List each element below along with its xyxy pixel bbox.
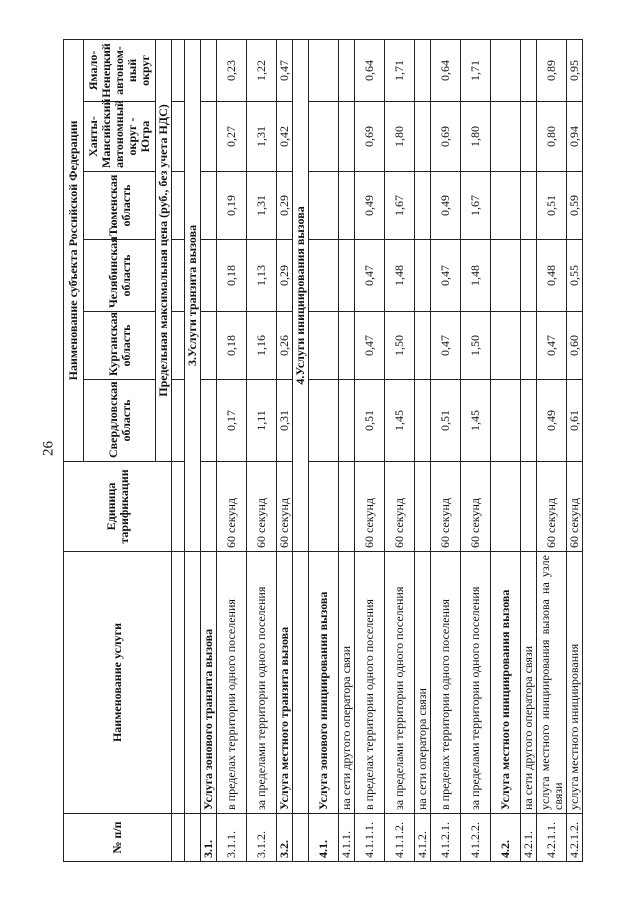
- unit-cell: 60 секунд: [431, 462, 461, 552]
- price-cell: [415, 240, 431, 312]
- price-cell: [521, 312, 537, 380]
- price-cell: [201, 102, 217, 172]
- price-cell: 0,59: [567, 172, 583, 240]
- price-cell: 0,80: [537, 102, 567, 172]
- price-cell: [491, 240, 521, 312]
- row-number: 4.1.2.2.: [461, 814, 491, 862]
- price-cell: 1,50: [461, 312, 491, 380]
- service-name: на сети другого оператора связи: [339, 552, 355, 814]
- region-header: Тюменская область: [84, 172, 156, 240]
- col-header-no: № п/п: [64, 814, 172, 862]
- unit-cell: 60 секунд: [537, 462, 567, 552]
- row-number: 4.2.: [491, 814, 521, 862]
- price-cell: 0,47: [537, 312, 567, 380]
- price-cell: [339, 240, 355, 312]
- unit-cell: 60 секунд: [355, 462, 385, 552]
- price-cell: 0,51: [537, 172, 567, 240]
- price-cell: 1,67: [461, 172, 491, 240]
- price-cell: 0,18: [217, 240, 247, 312]
- price-cell: [521, 102, 537, 172]
- section-row: [293, 39, 309, 861]
- row-number: 4.2.1.2.: [567, 814, 583, 862]
- unit-cell: [309, 462, 339, 552]
- price-cell: [415, 172, 431, 240]
- unit-cell: [491, 462, 521, 552]
- row-number: 4.2.1.1.: [537, 814, 567, 862]
- section-title: 4.Услуги инициирования вызова: [293, 39, 309, 551]
- price-cell: 1,16: [247, 312, 277, 380]
- price-cell: 0,69: [355, 102, 385, 172]
- unit-cell: 60 секунд: [567, 462, 583, 552]
- row-number: 3.1.: [201, 814, 217, 862]
- tariff-table-container: [63, 40, 599, 862]
- price-cell: 1,45: [385, 380, 415, 462]
- table-row: [521, 39, 537, 861]
- service-name: Услуга местного транзита вызова: [277, 552, 293, 814]
- service-name: в пределах территории одного поселения: [431, 552, 461, 814]
- price-cell: [339, 312, 355, 380]
- row-number: 3.1.2.: [247, 814, 277, 862]
- unit-cell: [415, 462, 431, 552]
- price-cell: 0,49: [355, 172, 385, 240]
- price-cell: 0,61: [567, 380, 583, 462]
- table-row: [461, 39, 491, 861]
- row-number: 4.1.: [309, 814, 339, 862]
- price-cell: 1,71: [461, 39, 491, 101]
- price-cell: 0,29: [277, 172, 293, 240]
- price-cell: 0,51: [355, 380, 385, 462]
- price-cell: [309, 240, 339, 312]
- price-cell: 1,80: [461, 102, 491, 172]
- col-header-subjects: Наименование субъекта Российской Федерации: [64, 39, 84, 461]
- price-cell: [521, 39, 537, 101]
- tariff-table: [63, 39, 583, 862]
- service-name: за пределами территории одного поселения: [385, 552, 415, 814]
- price-cell: 1,31: [247, 102, 277, 172]
- price-cell: [309, 172, 339, 240]
- price-cell: [415, 102, 431, 172]
- service-name: Услуга зонового инициирования вызова: [309, 552, 339, 814]
- price-cell: 1,50: [385, 312, 415, 380]
- service-name: услуга местного инициирования вызова на узле связи: [537, 552, 567, 814]
- price-cell: [201, 39, 217, 101]
- section-row: [185, 39, 201, 861]
- price-cell: 0,95: [567, 39, 583, 101]
- price-cell: [309, 312, 339, 380]
- price-cell: [491, 39, 521, 101]
- unit-cell: [339, 462, 355, 552]
- price-cell: 0,29: [277, 240, 293, 312]
- price-cell: [201, 240, 217, 312]
- table-row: [491, 39, 521, 861]
- col-header-service: Наименование услуги: [64, 552, 172, 814]
- price-cell: 0,64: [431, 39, 461, 101]
- unit-cell: 60 секунд: [217, 462, 247, 552]
- price-cell: 0,31: [277, 380, 293, 462]
- price-cell: 1,48: [385, 240, 415, 312]
- unit-cell: 60 секунд: [247, 462, 277, 552]
- price-cell: 0,23: [217, 39, 247, 101]
- table-row: [431, 39, 461, 861]
- row-number: 3.1.1.: [217, 814, 247, 862]
- price-cell: [309, 102, 339, 172]
- service-name: в пределах территории одного поселения: [355, 552, 385, 814]
- price-cell: 0,47: [431, 240, 461, 312]
- price-cell: 1,48: [461, 240, 491, 312]
- region-header: Челябинская область: [84, 240, 156, 312]
- row-number: 4.1.1.: [339, 814, 355, 862]
- row-number: 4.2.1.: [521, 814, 537, 862]
- service-name: Услуга зонового транзита вызова: [201, 552, 217, 814]
- price-cell: 0,26: [277, 312, 293, 380]
- price-cell: 1,67: [385, 172, 415, 240]
- row-number: 4.1.1.2.: [385, 814, 415, 862]
- unit-cell: [521, 462, 537, 552]
- price-cell: [201, 172, 217, 240]
- price-cell: 1,80: [385, 102, 415, 172]
- price-cell: 0,27: [217, 102, 247, 172]
- table-row: [385, 39, 415, 861]
- service-name: за пределами территории одного поселения: [247, 552, 277, 814]
- price-cell: [491, 380, 521, 462]
- unit-cell: [201, 462, 217, 552]
- price-cell: 0,94: [567, 102, 583, 172]
- page-number: 26: [40, 441, 57, 456]
- price-cell: 0,49: [431, 172, 461, 240]
- price-cell: [521, 380, 537, 462]
- price-cell: [415, 312, 431, 380]
- price-cell: 1,31: [247, 172, 277, 240]
- price-cell: 0,60: [567, 312, 583, 380]
- price-cell: 0,69: [431, 102, 461, 172]
- row-number: 4.1.2.1.: [431, 814, 461, 862]
- price-cell: [521, 172, 537, 240]
- col-header-unit: Единица тарификации: [64, 462, 172, 552]
- service-name: Услуга местного инициирования вызова: [491, 552, 521, 814]
- price-cell: 0,48: [537, 240, 567, 312]
- price-cell: 1,71: [385, 39, 415, 101]
- region-header: Ханты-Мансийский автономный округ - Югра: [84, 102, 156, 172]
- price-cell: [339, 380, 355, 462]
- section-title: 3.Услуги транзита вызова: [185, 39, 201, 551]
- price-cell: 0,89: [537, 39, 567, 101]
- table-row: [247, 39, 277, 861]
- price-cell: [309, 39, 339, 101]
- table-row: [309, 39, 339, 861]
- table-row: [201, 39, 217, 861]
- price-cell: 0,47: [355, 312, 385, 380]
- price-cell: [339, 39, 355, 101]
- price-cell: 0,17: [217, 380, 247, 462]
- price-cell: [339, 172, 355, 240]
- price-cell: 0,47: [277, 39, 293, 101]
- price-cell: [491, 312, 521, 380]
- price-cell: [339, 102, 355, 172]
- price-cell: 1,22: [247, 39, 277, 101]
- table-row: [217, 39, 247, 861]
- price-cell: 0,55: [567, 240, 583, 312]
- table-row: [355, 39, 385, 861]
- price-note: Предельная максимальная цена (руб., без учета НДС): [156, 39, 172, 461]
- table-row: [277, 39, 293, 861]
- price-cell: [415, 380, 431, 462]
- price-cell: 1,11: [247, 380, 277, 462]
- table-row: [339, 39, 355, 861]
- price-cell: [415, 39, 431, 101]
- price-cell: 0,49: [537, 380, 567, 462]
- price-cell: 0,64: [355, 39, 385, 101]
- price-cell: [201, 312, 217, 380]
- service-name: на сети другого оператора связи: [521, 552, 537, 814]
- price-cell: 0,18: [217, 312, 247, 380]
- service-name: в пределах территории одного поселения: [217, 552, 247, 814]
- price-cell: 0,19: [217, 172, 247, 240]
- price-cell: [521, 240, 537, 312]
- region-header: Ямало-Ненецкий автоном-ный округ: [84, 39, 156, 101]
- price-cell: [491, 172, 521, 240]
- price-cell: [309, 380, 339, 462]
- price-cell: 0,47: [355, 240, 385, 312]
- price-cell: 0,47: [431, 312, 461, 380]
- region-header: Курганская область: [84, 312, 156, 380]
- service-name: за пределами территории одного поселения: [461, 552, 491, 814]
- row-number: 3.2.: [277, 814, 293, 862]
- row-number: 4.1.2.: [415, 814, 431, 862]
- service-name: на сети оператора связи: [415, 552, 431, 814]
- unit-cell: 60 секунд: [461, 462, 491, 552]
- unit-cell: 60 секунд: [385, 462, 415, 552]
- table-row: [567, 39, 583, 861]
- price-cell: 0,51: [431, 380, 461, 462]
- service-name: услуга местного инициирования: [567, 552, 583, 814]
- price-cell: [491, 102, 521, 172]
- row-number: 4.1.1.1.: [355, 814, 385, 862]
- table-row: [537, 39, 567, 861]
- table-row: [415, 39, 431, 861]
- unit-cell: 60 секунд: [277, 462, 293, 552]
- price-cell: 0,42: [277, 102, 293, 172]
- price-cell: 1,13: [247, 240, 277, 312]
- price-cell: 1,45: [461, 380, 491, 462]
- price-cell: [201, 380, 217, 462]
- region-header: Свердловская область: [84, 380, 156, 462]
